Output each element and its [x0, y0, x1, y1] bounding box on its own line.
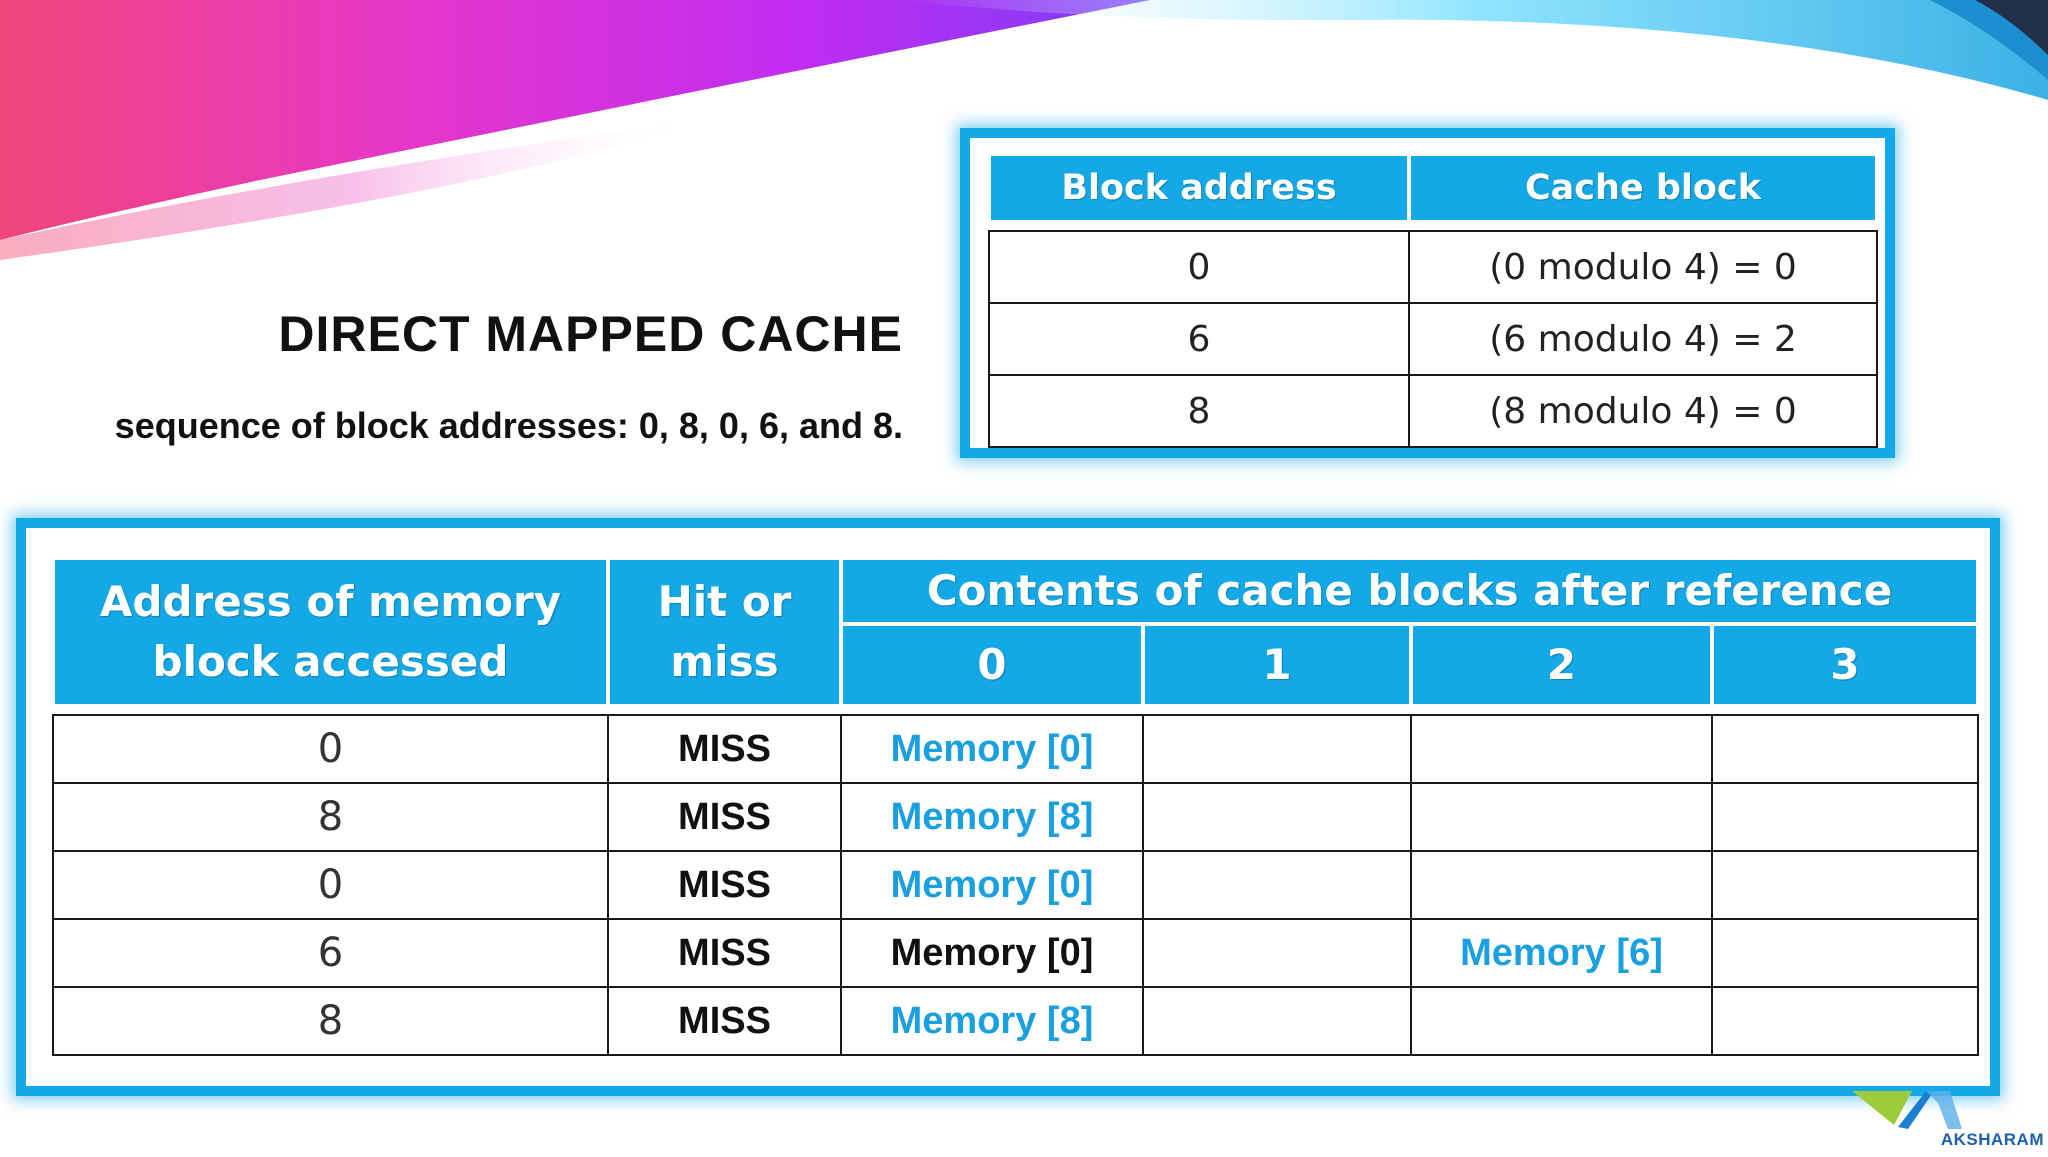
header-block-0: 0 [841, 624, 1143, 706]
address-cell: 8 [53, 783, 608, 851]
cache-block-2-cell [1411, 783, 1712, 851]
block-address-cell: 0 [989, 231, 1409, 303]
header-block-2: 2 [1411, 624, 1712, 706]
cache-block-cell: (6 modulo 4) = 2 [1409, 303, 1877, 375]
slide-title: DIRECT MAPPED CACHE [278, 306, 903, 362]
cache-block-3-cell [1712, 987, 1978, 1055]
address-cell: 0 [53, 715, 608, 783]
cache-block-1-cell [1143, 919, 1411, 987]
block-address-cell: 6 [989, 303, 1409, 375]
cache-access-table [51, 556, 1980, 1056]
cache-block-1-cell [1143, 851, 1411, 919]
mapping-row [989, 231, 1877, 303]
hit-miss-cell: MISS [608, 851, 841, 919]
cache-block-cell: (8 modulo 4) = 0 [1409, 375, 1877, 447]
mapping-table [987, 152, 1879, 448]
cache-block-1-cell [1143, 987, 1411, 1055]
mapping-table-frame [960, 128, 1895, 458]
cache-block-1-cell [1143, 715, 1411, 783]
cache-block-2-cell [1411, 715, 1712, 783]
slide-subtitle: sequence of block addresses: 0, 8, 0, 6, and 8. [114, 405, 903, 446]
header-address-accessed: Address of memory block accessed [53, 558, 608, 706]
hit-miss-cell: MISS [608, 783, 841, 851]
cache-block-0-cell: Memory [8] [841, 783, 1143, 851]
cache-block-2-cell [1411, 851, 1712, 919]
address-cell: 0 [53, 851, 608, 919]
header-block-3: 3 [1712, 624, 1978, 706]
cache-block-3-cell [1712, 783, 1978, 851]
header-block-1: 1 [1143, 624, 1411, 706]
mapping-row [989, 375, 1877, 447]
cache-block-3-cell [1712, 851, 1978, 919]
aksharam-logo [1852, 1085, 2048, 1152]
cache-block-0-cell: Memory [8] [841, 987, 1143, 1055]
hit-miss-cell: MISS [608, 715, 841, 783]
header-block-address: Block address [989, 154, 1409, 222]
header-cache-contents: Contents of cache blocks after reference [841, 558, 1978, 624]
cache-block-1-cell [1143, 783, 1411, 851]
logo-text: AKSHARAM [1940, 1130, 2044, 1149]
address-cell: 8 [53, 987, 608, 1055]
cache-block-3-cell [1712, 919, 1978, 987]
access-row [53, 715, 1978, 783]
access-row [53, 783, 1978, 851]
mapping-row [989, 303, 1877, 375]
cache-block-2-cell: Memory [6] [1411, 919, 1712, 987]
hit-miss-cell: MISS [608, 919, 841, 987]
access-row [53, 851, 1978, 919]
address-cell: 6 [53, 919, 608, 987]
hit-miss-cell: MISS [608, 987, 841, 1055]
cache-block-3-cell [1712, 715, 1978, 783]
header-cache-block: Cache block [1409, 154, 1877, 222]
cache-block-0-cell: Memory [0] [841, 919, 1143, 987]
cache-block-cell: (0 modulo 4) = 0 [1409, 231, 1877, 303]
access-table-frame [16, 518, 2000, 1096]
header-separator [989, 222, 1877, 231]
cache-block-0-cell: Memory [0] [841, 851, 1143, 919]
header-hit-or-miss: Hit or miss [608, 558, 841, 706]
access-row [53, 987, 1978, 1055]
block-address-cell: 8 [989, 375, 1409, 447]
cache-block-2-cell [1411, 987, 1712, 1055]
header-separator [53, 706, 1978, 715]
cache-block-0-cell: Memory [0] [841, 715, 1143, 783]
access-row [53, 919, 1978, 987]
